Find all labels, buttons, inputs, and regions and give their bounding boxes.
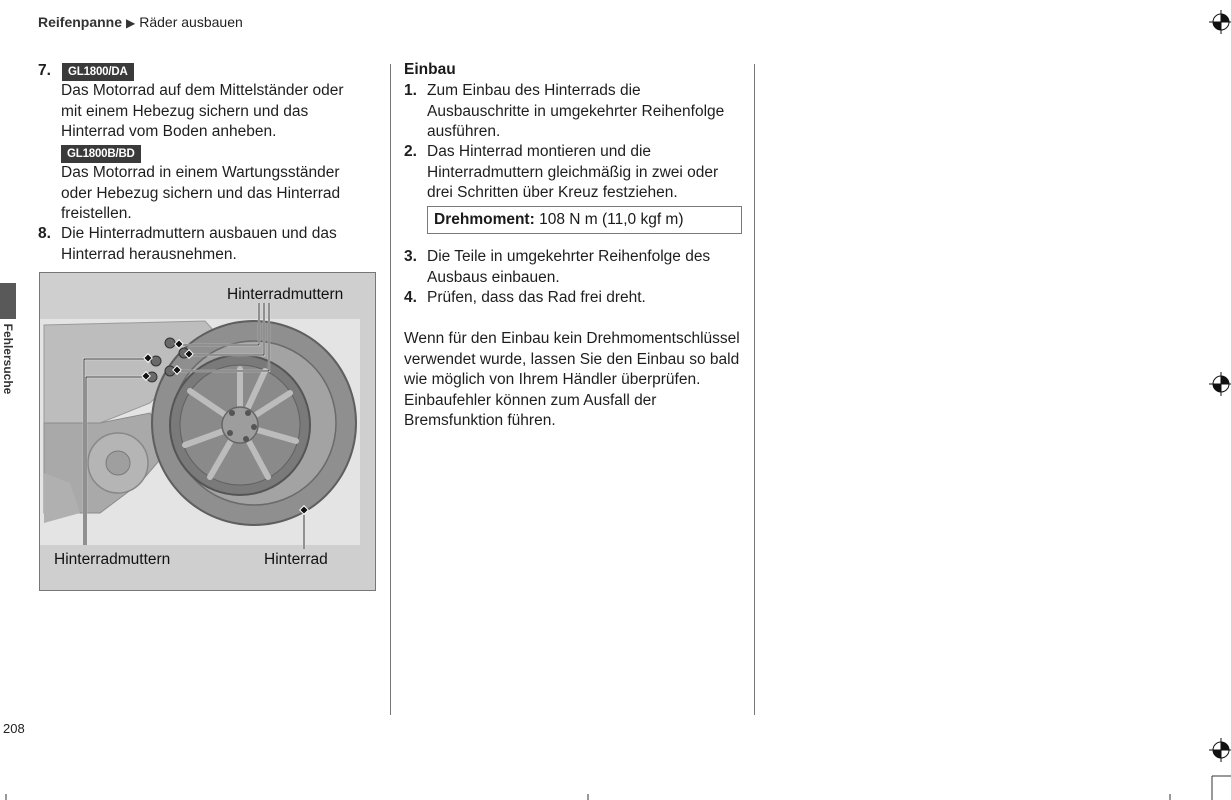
install-note-line: Bremsfunktion führen. (404, 412, 556, 429)
install-step-1-number: 1. (404, 82, 417, 99)
breadcrumb (38, 14, 243, 30)
torque-label: Drehmoment: (434, 211, 535, 228)
step-7-text-a-line: mit einem Hebezug sichern und das (61, 102, 309, 120)
install-step-4-line: Prüfen, dass das Rad frei dreht. (427, 289, 646, 306)
step-7-badge-b-wrap (61, 144, 141, 163)
step-7-text-b (61, 163, 381, 225)
side-tab-marker (0, 283, 16, 319)
registration-mark-icon (1207, 738, 1231, 762)
install-note-line: Einbaufehler können zum Ausfall der (404, 391, 657, 409)
column-divider-right (754, 64, 755, 715)
step-7-text-b-line: freistellen. (61, 205, 132, 222)
step-7-number: 7. (38, 62, 51, 79)
breadcrumb-subsection: Räder ausbauen (139, 14, 243, 30)
page-number: 208 (3, 721, 25, 736)
step-7-text-a-line: Das Motorrad auf dem Mittelständer oder (61, 82, 344, 99)
step-8-line: Hinterrad herausnehmen. (61, 245, 237, 263)
model-badge-gl1800b-bd: GL1800B/BD (61, 145, 141, 163)
registration-mark-icon (1207, 372, 1231, 396)
model-badge-gl1800-da: GL1800/DA (62, 63, 134, 81)
breadcrumb-arrow-icon: ▶ (126, 16, 136, 30)
breadcrumb-section: Reifenpanne (38, 14, 123, 30)
hub-shape (106, 451, 130, 475)
step-8-line: Die Hinterradmuttern ausbauen und das (61, 225, 337, 242)
registration-mark-icon (1207, 10, 1231, 34)
install-note-line: wie möglich von Ihrem Händler überprüfen. (404, 371, 701, 388)
install-note (404, 329, 749, 432)
install-step-2-line: Hinterradmuttern gleichmäßig in zwei oder (427, 163, 719, 181)
step-7-text-a (61, 81, 381, 143)
step-7-text-b-line: Das Motorrad in einem Wartungsständer (61, 164, 340, 181)
install-note-line: verwendet wurde, lassen Sie den Einbau so bald (404, 350, 740, 368)
side-tab-label: Fehlersuche (1, 323, 15, 395)
install-step-3-number: 3. (404, 248, 417, 265)
torque-spec-box (427, 206, 742, 234)
install-step-2-line: drei Schritten über Kreuz festziehen. (427, 184, 678, 201)
torque-value: 108 N m (11,0 kgf m) (539, 211, 684, 228)
install-step-3-line: Die Teile in umgekehrter Reihenfolge des (427, 248, 711, 265)
install-step-4-number: 4. (404, 289, 417, 306)
figure-label-wheel: Hinterrad (264, 551, 328, 568)
step-7-text-a-line: Hinterrad vom Boden anheben. (61, 123, 277, 140)
install-step-2-number: 2. (404, 143, 417, 160)
install-step-3-line: Ausbaus einbauen. (427, 268, 560, 286)
section-title-einbau: Einbau (404, 61, 456, 78)
install-note-line: Wenn für den Einbau kein Drehmomentschlüssel (404, 330, 740, 347)
step-8-number: 8. (38, 225, 51, 242)
install-step-2-line: Das Hinterrad montieren und die (427, 143, 652, 160)
install-step-1-line: Ausbauschritte in umgekehrter Reihenfolge (427, 102, 725, 120)
crop-marks (0, 772, 1231, 800)
rear-wheel-illustration (40, 273, 375, 590)
install-step-1-line: Zum Einbau des Hinterrads die (427, 82, 641, 99)
figure-label-nuts-top: Hinterradmuttern (227, 286, 344, 303)
step-7-text-b-line: oder Hebezug sichern und das Hinterrad (61, 184, 341, 202)
rear-wheel-figure (39, 272, 376, 591)
figure-label-nuts-bottom: Hinterradmuttern (54, 551, 171, 568)
column-divider-left (390, 64, 391, 715)
install-step-1-line: ausführen. (427, 123, 501, 140)
